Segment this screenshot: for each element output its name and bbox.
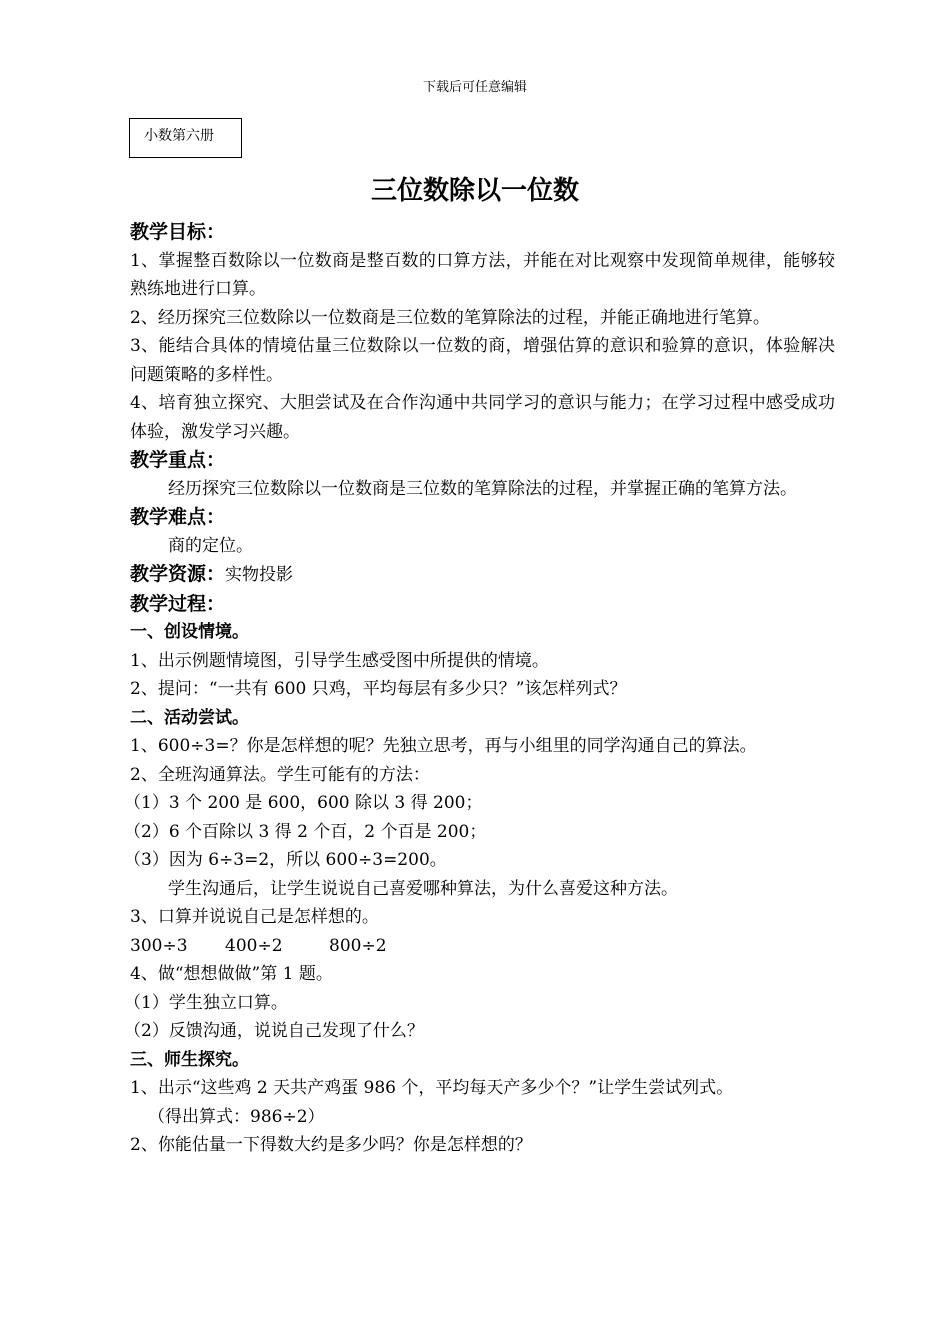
calc-item: 300÷3 xyxy=(130,935,188,956)
method-line: （3）因为 6÷3=2，所以 600÷3=200。 xyxy=(124,850,447,870)
step-line: 4、做“想想做做”第 1 题。 xyxy=(130,964,333,984)
sub-line: （2）反馈沟通，说说自己发现了什么？ xyxy=(124,1021,424,1041)
process-heading: 教学过程： xyxy=(130,592,226,615)
objective-item: 3、能结合具体的情境估量三位数除以一位数的商，增强估算的意识和验算的意识，体验解决问题策略的多样性。 xyxy=(130,336,835,385)
step-line: 2、全班沟通算法。学生可能有的方法： xyxy=(130,764,430,785)
calc-item: 400÷2 xyxy=(225,935,283,956)
section-title: 三、师生探究。 xyxy=(130,1049,249,1070)
header-note: 下载后可任意编辑 xyxy=(422,80,527,95)
textbook-label-box: 小数第六册 xyxy=(129,118,242,158)
resources-text: 实物投影 xyxy=(225,565,294,585)
page-title: 三位数除以一位数 xyxy=(370,176,579,206)
difficulty-text: 商的定位。 xyxy=(168,535,253,556)
key-point-heading: 教学重点： xyxy=(130,449,226,471)
step-line: 1、出示例题情境图，引导学生感受图中所提供的情境。 xyxy=(130,650,549,671)
method-line: （1）3 个 200 是 600，600 除以 3 得 200； xyxy=(124,793,483,813)
calc-item: 800÷2 xyxy=(329,935,387,956)
objective-item: 1、掌握整百数除以一位数商是整百数的口算方法，并能在对比观察中发现简单规律，能够较熟练地进行口算。 xyxy=(130,250,835,299)
objective-item: 4、培育独立探究、大胆尝试及在合作沟通中共同学习的意识与能力；在学习过程中感受成功体验，激发学习兴趣。 xyxy=(130,393,835,442)
calc-row xyxy=(130,932,835,961)
sub-line: （1）学生独立口算。 xyxy=(124,992,288,1013)
step-line: 3、口算并说说自己是怎样想的。 xyxy=(130,907,379,927)
resources-heading: 教学资源： xyxy=(130,563,226,585)
share-line: 学生沟通后，让学生说说自己喜爱哪种算法，为什么喜爱这种方法。 xyxy=(168,878,678,899)
section-title: 二、活动尝试。 xyxy=(130,707,249,728)
difficulty-heading: 教学难点： xyxy=(130,506,226,528)
objective-item: 2、经历探究三位数除以一位数商是三位数的笔算除法的过程，并能正确地进行笔算。 xyxy=(130,307,770,328)
key-point-text: 经历探究三位数除以一位数商是三位数的笔算除法的过程，并掌握正确的笔算方法。 xyxy=(168,478,797,499)
formula-line: （得出算式：986÷2） xyxy=(148,1106,325,1127)
section-title: 一、创设情境。 xyxy=(130,622,249,642)
method-line: （2）6 个百除以 3 得 2 个百，2 个百是 200； xyxy=(124,821,487,842)
step-line: 2、提问：“一共有 600 只鸡，平均每层有多少只？”该怎样列式？ xyxy=(130,679,627,699)
step-line: 1、出示“这些鸡 2 天共产鸡蛋 986 个，平均每天产多少个？”让学生尝试列式。 xyxy=(130,1078,734,1098)
lesson-content xyxy=(124,218,835,1160)
objectives-heading: 教学目标： xyxy=(130,221,226,243)
step-line: 2、你能估量一下得数大约是多少吗？你是怎样想的？ xyxy=(130,1135,532,1155)
step-line: 1、600÷3=？你是怎样想的呢？先独立思考，再与小组里的同学沟通自己的算法。 xyxy=(130,736,757,756)
